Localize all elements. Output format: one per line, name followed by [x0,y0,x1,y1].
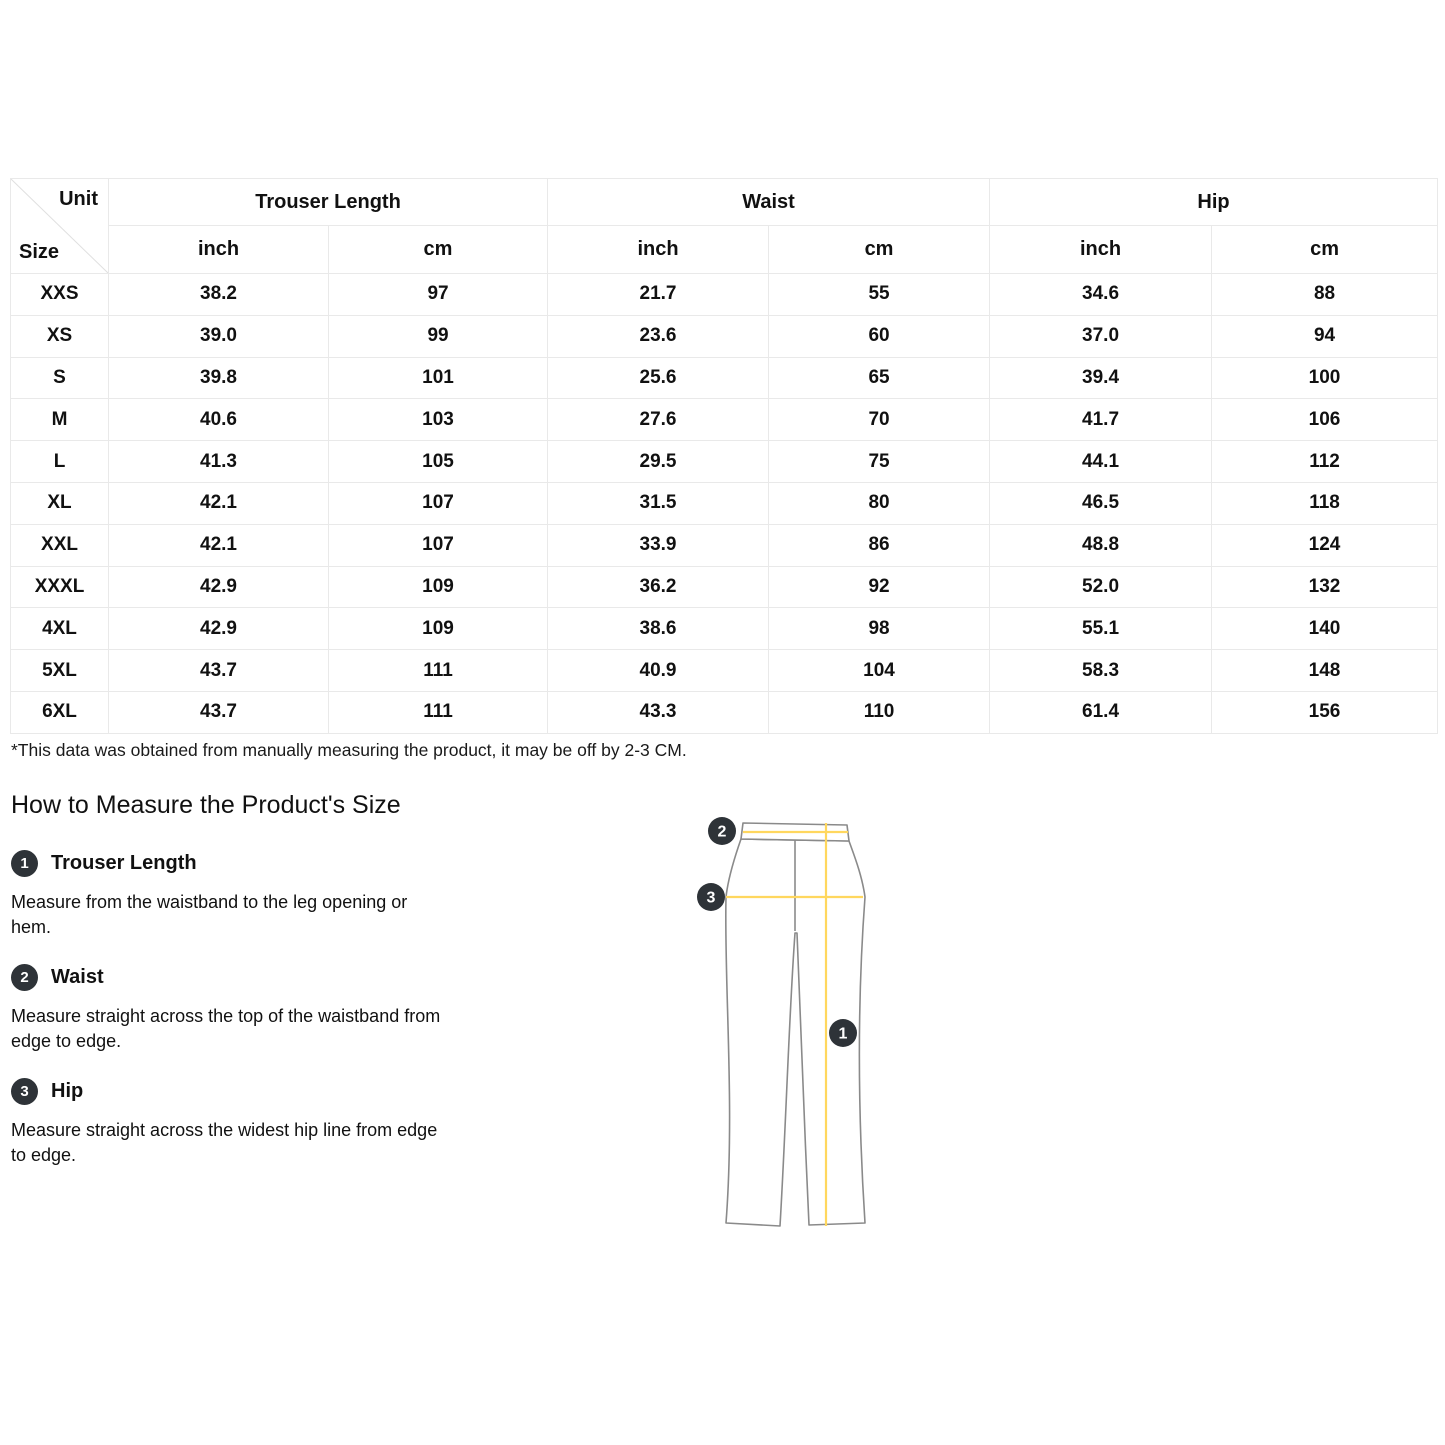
step-description-line: edge to edge. [11,1031,122,1051]
value-cell: 124 [1212,524,1438,566]
value-cell: 21.7 [548,274,769,316]
table-row [11,650,1438,692]
value-cell: 80 [769,482,990,524]
size-cell: XS [11,315,109,357]
size-table [10,178,1438,734]
size-cell: L [11,441,109,483]
step-label-hip [11,1078,586,1105]
step-name: Hip [51,1080,84,1102]
group-header-trouser-length: Trouser Length [109,179,548,226]
value-cell: 107 [329,482,548,524]
value-cell: 52.0 [990,566,1212,608]
size-cell: 5XL [11,650,109,692]
value-cell: 140 [1212,608,1438,650]
table-row [11,482,1438,524]
value-cell: 31.5 [548,482,769,524]
value-cell: 105 [329,441,548,483]
size-cell: 4XL [11,608,109,650]
value-cell: 107 [329,524,548,566]
step-description-line: Measure straight across the widest hip line from edge [11,1120,438,1140]
size-cell: XXL [11,524,109,566]
step-description-line: hem. [11,917,52,937]
value-cell: 42.9 [109,566,329,608]
value-cell: 46.5 [990,482,1212,524]
value-cell: 39.0 [109,315,329,357]
table-row [11,524,1438,566]
value-cell: 33.9 [548,524,769,566]
size-cell: XL [11,482,109,524]
size-cell: M [11,399,109,441]
value-cell: 34.6 [990,274,1212,316]
value-cell: 118 [1212,482,1438,524]
table-row [11,357,1438,399]
value-cell: 99 [329,315,548,357]
value-cell: 65 [769,357,990,399]
value-cell: 75 [769,441,990,483]
value-cell: 42.9 [109,608,329,650]
value-cell: 148 [1212,650,1438,692]
size-cell: 6XL [11,691,109,733]
trousers-measure-diagram [690,805,890,1245]
marker-2-number: 2 [717,823,727,841]
step-label-trouser-length [11,850,586,877]
value-cell: 98 [769,608,990,650]
value-cell: 100 [1212,357,1438,399]
table-row [11,608,1438,650]
value-cell: 39.4 [990,357,1212,399]
step-description-hip [11,1118,586,1168]
value-cell: 43.3 [548,691,769,733]
value-cell: 61.4 [990,691,1212,733]
step-name: Trouser Length [51,852,197,874]
value-cell: 25.6 [548,357,769,399]
unit-header: cm [769,226,990,274]
value-cell: 103 [329,399,548,441]
value-cell: 109 [329,608,548,650]
step-description-line: to edge. [11,1145,77,1165]
value-cell: 48.8 [990,524,1212,566]
table-row [11,691,1438,733]
group-header-hip: Hip [990,179,1438,226]
unit-header: inch [548,226,769,274]
size-cell: S [11,357,109,399]
value-cell: 132 [1212,566,1438,608]
step-description-waist [11,1004,586,1054]
value-cell: 111 [329,650,548,692]
table-row [11,315,1438,357]
value-cell: 109 [329,566,548,608]
value-cell: 60 [769,315,990,357]
value-cell: 23.6 [548,315,769,357]
unit-header: cm [329,226,548,274]
value-cell: 44.1 [990,441,1212,483]
value-cell: 40.9 [548,650,769,692]
value-cell: 38.2 [109,274,329,316]
value-cell: 106 [1212,399,1438,441]
value-cell: 43.7 [109,650,329,692]
value-cell: 41.7 [990,399,1212,441]
value-cell: 111 [329,691,548,733]
value-cell: 37.0 [990,315,1212,357]
how-to-measure-section [11,791,586,1168]
value-cell: 39.8 [109,357,329,399]
value-cell: 55.1 [990,608,1212,650]
value-cell: 86 [769,524,990,566]
table-row [11,399,1438,441]
step-number-badge: 1 [11,850,38,877]
table-row [11,274,1438,316]
group-header-waist: Waist [548,179,990,226]
step-number-badge: 2 [11,964,38,991]
corner-cell [11,179,109,274]
table-row [11,566,1438,608]
value-cell: 112 [1212,441,1438,483]
unit-header: cm [1212,226,1438,274]
step-label-waist [11,964,586,991]
value-cell: 94 [1212,315,1438,357]
value-cell: 27.6 [548,399,769,441]
step-number-badge: 3 [11,1078,38,1105]
value-cell: 156 [1212,691,1438,733]
size-cell: XXXL [11,566,109,608]
value-cell: 58.3 [990,650,1212,692]
value-cell: 29.5 [548,441,769,483]
value-cell: 42.1 [109,524,329,566]
step-description-line: Measure straight across the top of the waistband from [11,1006,441,1026]
step-name: Waist [51,966,104,988]
value-cell: 41.3 [109,441,329,483]
value-cell: 70 [769,399,990,441]
value-cell: 101 [329,357,548,399]
value-cell: 42.1 [109,482,329,524]
how-to-measure-title: How to Measure the Product's Size [11,791,401,819]
value-cell: 36.2 [548,566,769,608]
value-cell: 55 [769,274,990,316]
size-cell: XXS [11,274,109,316]
corner-unit-label: Unit [59,188,98,210]
value-cell: 38.6 [548,608,769,650]
step-description-trouser-length [11,890,586,940]
size-table-body [11,274,1438,734]
value-cell: 88 [1212,274,1438,316]
value-cell: 97 [329,274,548,316]
value-cell: 92 [769,566,990,608]
marker-1-number: 1 [838,1025,848,1043]
value-cell: 104 [769,650,990,692]
value-cell: 110 [769,691,990,733]
size-table-wrap [10,178,1437,734]
unit-header: inch [109,226,329,274]
step-description-line: Measure from the waistband to the leg opening or [11,892,408,912]
unit-header: inch [990,226,1212,274]
marker-3-number: 3 [706,889,716,907]
table-footnote: *This data was obtained from manually measuring the product, it may be off by 2-3 CM. [11,740,687,760]
table-row [11,441,1438,483]
value-cell: 40.6 [109,399,329,441]
corner-size-label: Size [19,241,60,263]
value-cell: 43.7 [109,691,329,733]
